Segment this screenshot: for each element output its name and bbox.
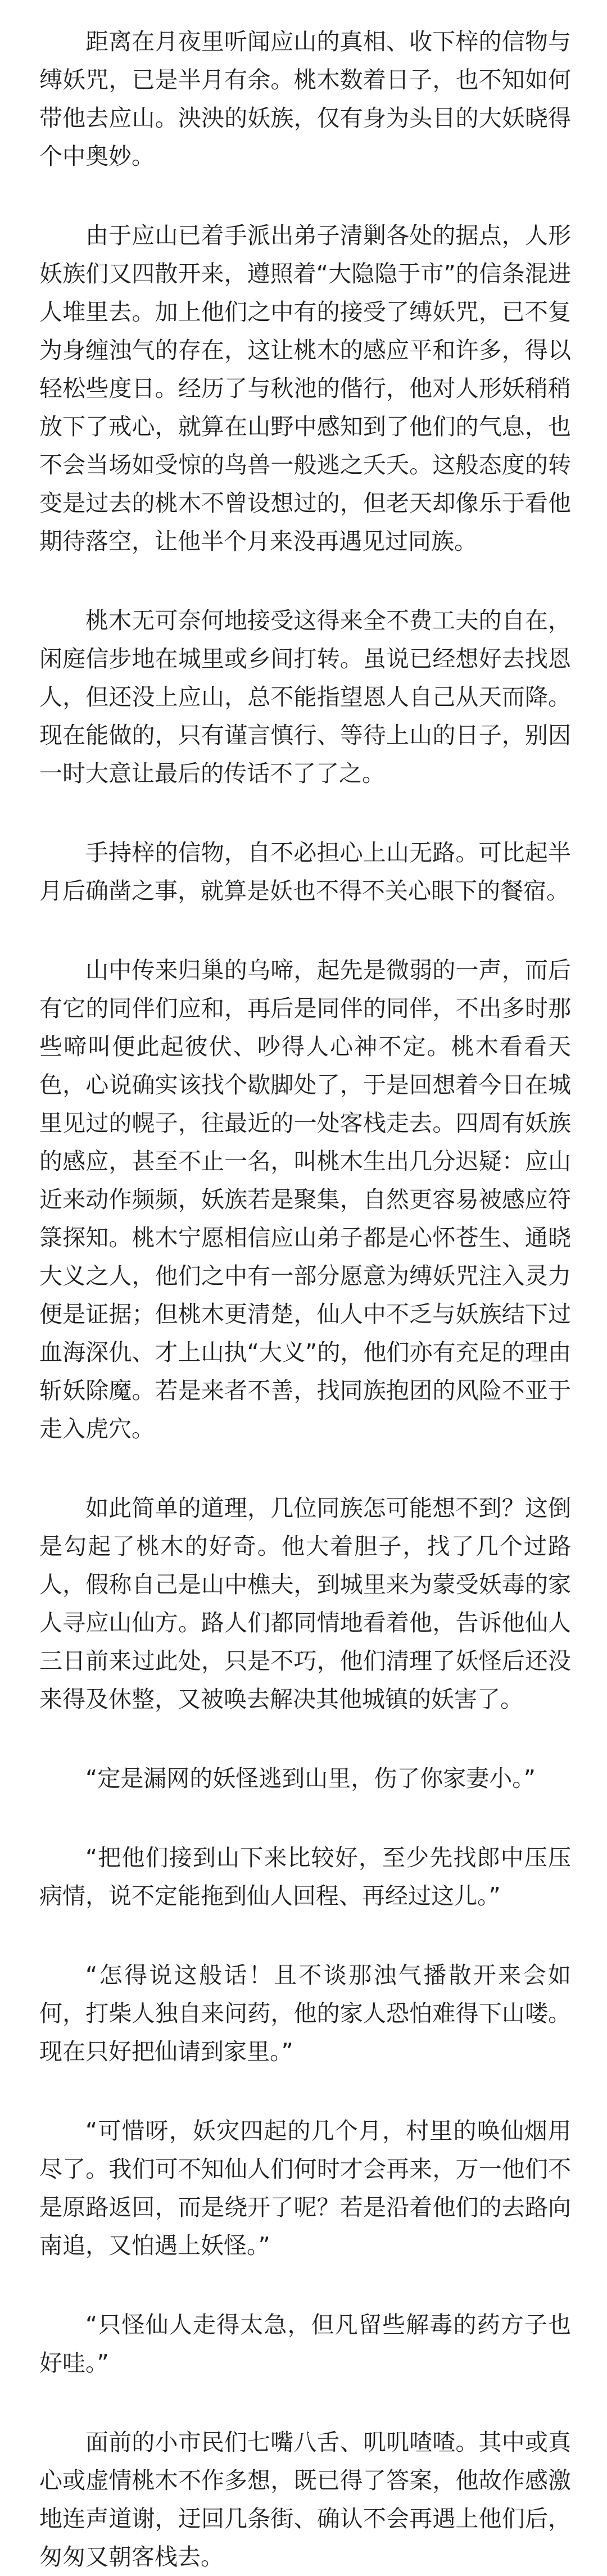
paragraph-4: 手持梓的信物，自不必担心上山无路。可比起半月后确凿之事，就算是妖也不得不关心眼下的餐宿。 xyxy=(39,839,571,904)
paragraph-2: 由于应山已着手派出弟子清剿各处的据点，人形妖族们又四散开来，遵照着“大隐隐于市”的信条混进人堆里去。加上他们之中有的接受了缚妖咒，已不复为身缠浊气的存在，这让桃木的感应平和许多，得以轻松些度日。经历了与秋池的偕行，他对人形妖稍稍放下了戒心，就算在山野中感知到了他们的气息，也不会当场如受惊的鸟兽一般逃之夭夭。这般态度的转变是过去的桃木不曾设想过的，但老天却像乐于看他期待落空，让他半个月来没再遇见过同族。 xyxy=(39,222,571,555)
paragraph-3: 桃木无可奈何地接受这得来全不费工夫的自在，闲庭信步地在城里或乡间打转。虽说已经想好去找恩人，但还没上应山，总不能指望恩人自己从天而降。现在能做的，只有谨言慎行、等待上山的日子，别因一时大意让最后的传话不了了之。 xyxy=(39,607,571,787)
dialogue-line-4: “可惜呀，妖灾四起的几个月，村里的唤仙烟用尽了。我们可不知仙人们何时才会再来，万一他们不是原路返回，而是绕开了呢？若是沿着他们的去路向南追，又怕遇上妖怪。” xyxy=(39,2117,571,2259)
paragraph-1: 距离在月夜里听闻应山的真相、收下梓的信物与缚妖咒，已是半月有余。桃木数着日子，也不知如何带他去应山。泱泱的妖族，仅有身为头目的大妖晓得个中奥妙。 xyxy=(39,28,571,170)
paragraph-final: 面前的小市民们七嘴八舌、叽叽喳喳。其中或真心或虚情桃木不作多想，既已得了答案，他故作感激地连声道谢，迂回几条街、确认不会再遇上他们后，匆匆又朝客栈去。 xyxy=(39,2429,571,2570)
paragraph-6: 如此简单的道理，几位同族怎可能想不到？这倒是勾起了桃木的好奇。他大着胆子，找了几个过路人，假称自己是山中樵夫，到城里来为蒙受妖毒的家人寻应山仙方。路人们都同情地看着他，告诉他仙人三日前来过此处，只是不巧，他们清理了妖怪后还没来得及休整，又被唤去解决其他城镇的妖害了。 xyxy=(39,1495,571,1713)
dialogue-line-1: “定是漏网的妖怪逃到山里，伤了你家妻小。” xyxy=(85,1765,536,1792)
dialogue-line-3: “怎得说这般话！且不谈那浊气播散开来会如何，打柴人独自来问药，他的家人恐怕难得下山喽。现在只好把仙请到家里。” xyxy=(39,1962,571,2065)
paragraph-5: 山中传来归巢的乌啼，起先是微弱的一声，而后有它的同伴们应和，再后是同伴的同伴，不出多时那些啼叫便此起彼伏、吵得人心神不定。桃木看看天色，心说确实该找个歇脚处了，于是回想着今日在城里见过的幌子，往最近的一处客栈走去。四周有妖族的感应，甚至不止一名，叫桃木生出几分迟疑：应山近来动作频频，妖族若是聚集，自然更容易被感应符箓探知。桃木宁愿相信应山弟子都是心怀苍生、通晓大义之人，他们之中有一部分愿意为缚妖咒注入灵力便是证据；但桃木更清楚，仙人中不乏与妖族结下过血海深仇、才上山执“大义”的，他们亦有充足的理由斩妖除魔。若是来者不善，找同族抱团的风险不亚于走入虎穴。 xyxy=(39,957,571,1442)
dialogue-line-2: “把他们接到山下来比较好，至少先找郎中压压病情，说不定能拖到仙人回程、再经过这儿。” xyxy=(39,1844,571,1909)
dialogue-line-5: “只怪仙人走得太急，但凡留些解毒的药方子也好哇。” xyxy=(39,2311,571,2376)
